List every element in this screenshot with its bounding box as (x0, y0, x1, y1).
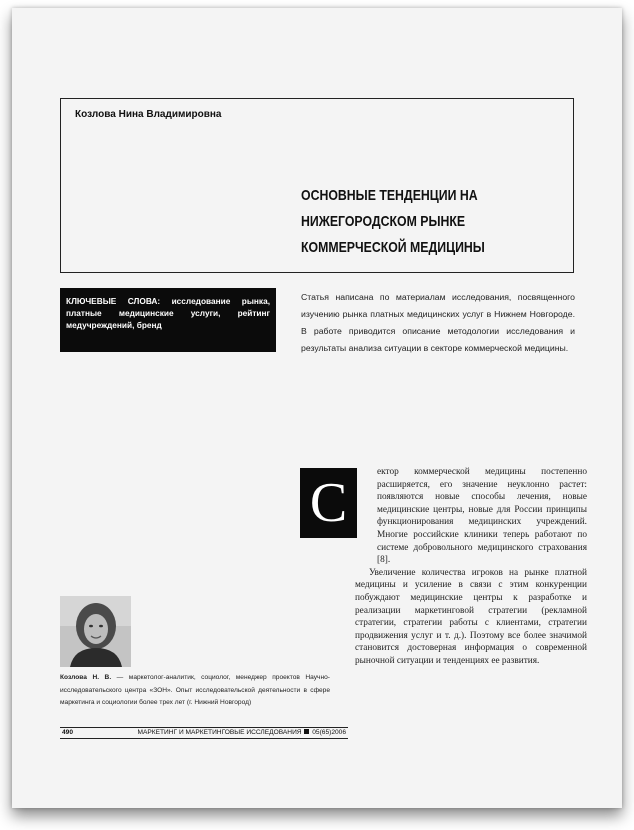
keywords-label: КЛЮЧЕВЫЕ СЛОВА: (66, 296, 161, 306)
title-line-2: НИЖЕГОРОДСКОМ РЫНКЕ (301, 213, 466, 230)
author-photo (60, 596, 131, 667)
page-number: 490 (62, 729, 74, 736)
bio-text: — маркетолог-аналитик, социолог, менеджер проектов Научно-исследовательского центра «ЗОН». Опыт исследовательской деятельности в сфере маркетинга и социологии более трех лет (г. Нижний Новгород) (60, 674, 330, 706)
article-header (60, 98, 574, 273)
article-body (355, 466, 587, 668)
article-title (301, 183, 547, 261)
body-paragraph-2: Увеличение количества игроков на рынке платной медицины и усиление в связи с этим конкуренции побуждают медицинские центры к разработке и реализации маркетинговой стратегии (рекламной стратегии, стратегии работы с клиентами, стратегии продвижения услуг и т. д.). Поэтому все более значимой становится достоверная информация о современной рыночной ситуации и тенденциях ее развития. (355, 567, 587, 666)
title-line-1: ОСНОВНЫЕ ТЕНДЕНЦИИ НА (301, 187, 478, 204)
bio-name: Козлова Н. В. (60, 674, 112, 681)
keywords-box (60, 288, 276, 352)
page-footer (60, 727, 348, 739)
journal-page (12, 8, 622, 808)
journal-name: МАРКЕТИНГ И МАРКЕТИНГОВЫЕ ИССЛЕДОВАНИЯ (137, 729, 302, 736)
square-bullet-icon (304, 729, 309, 734)
title-line-3: КОММЕРЧЕСКОЙ МЕДИЦИНЫ (301, 239, 485, 256)
drop-cap: С (300, 468, 357, 538)
author-bio (60, 672, 330, 710)
journal-info (137, 728, 346, 738)
abstract: Статья написана по материалам исследования, посвященного изучению рынка платных медицинских услуг в Нижнем Новгороде. В работе приводится описание методологии исследования и результаты анализа ситуации в секторе коммерческой медицины. (301, 292, 575, 353)
author-name: Козлова Нина Владимировна (75, 109, 222, 120)
body-paragraph-1: ектор коммерческой медицины постепенно расширяется, его значение неуклонно растет: появляются новые способы лечения, новые медицинские центры, новые для России принципы функционирования медицинских учреждений. Многие российские клиники теперь работают по системе добровольного медицинского страхования [8]. (377, 467, 587, 566)
keywords-text: исследование рынка, платные медицинские услуги, рейтинг медучреждений, бренд (66, 296, 270, 330)
journal-issue: 05(65)2006 (312, 729, 346, 736)
